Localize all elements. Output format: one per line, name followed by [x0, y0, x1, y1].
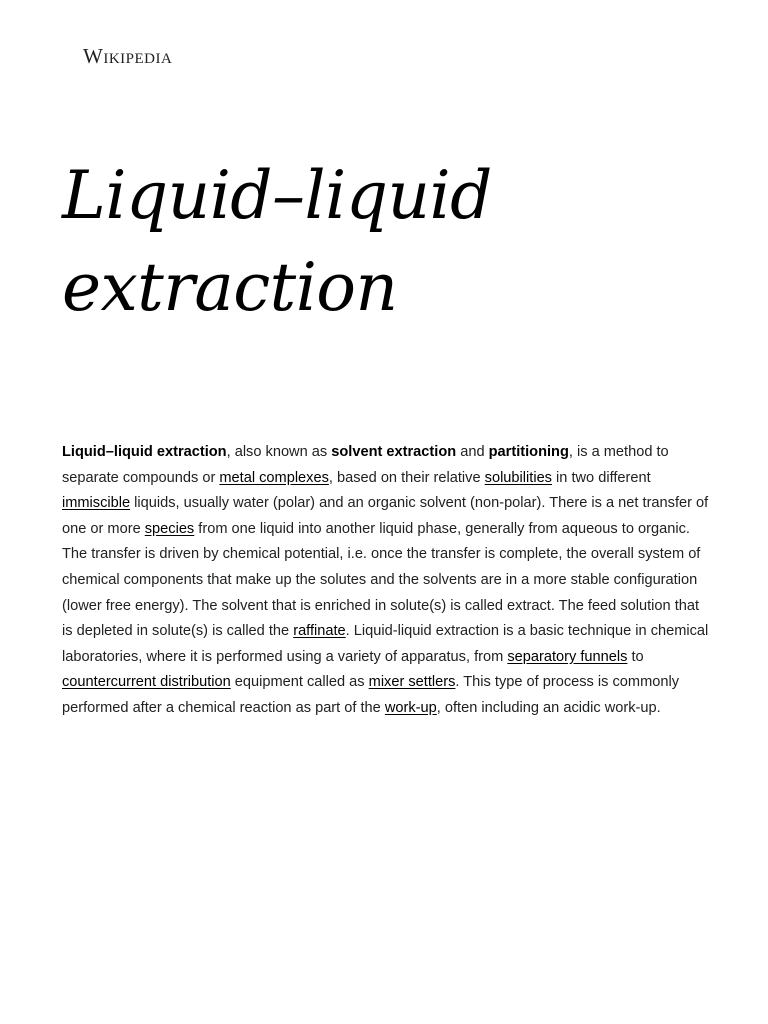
text-run: , is a method to separate compounds or: [62, 444, 669, 486]
text-run: liquids, usually water (polar) and an organic solvent (non-polar). There is a net transfer of one or more: [62, 495, 709, 537]
link-solubilities[interactable]: solubilities: [484, 469, 552, 486]
link-separatory-funnels[interactable]: separatory funnels: [507, 648, 628, 665]
bold-term: partitioning: [488, 444, 569, 460]
link-raffinate[interactable]: raffinate: [293, 623, 346, 640]
text-run: , also known as: [226, 444, 332, 460]
title-line-1: Liquid–liquid: [62, 157, 492, 234]
text-run: in two different: [551, 469, 651, 486]
page-title: [62, 150, 712, 334]
text-run: from one liquid into another liquid phase, generally from aqueous to organic. The transfer is driven by chemical potential, i.e. once the transfer is complete, the overall system of chemical components that make up the solutes and the solvents are in a more stable configuration (lower free energy). The solvent that is enriched in solute(s) is called extract. The feed solution that is depleted in solute(s) is called the: [62, 520, 701, 640]
text-run: and: [456, 444, 489, 460]
bold-term: Liquid–liquid extraction: [62, 444, 227, 460]
intro-paragraph: [62, 440, 710, 722]
link-metal-complexes[interactable]: metal complexes: [219, 469, 329, 486]
text-run: , based on their relative: [328, 469, 485, 486]
text-run: to: [627, 648, 644, 665]
link-species[interactable]: species: [144, 520, 195, 537]
text-run: . This type of process is commonly performed after a chemical reaction as part of the: [62, 674, 680, 716]
wikipedia-wordmark[interactable]: Wikipedia: [83, 44, 173, 68]
text-run: , often including an acidic work-up.: [436, 699, 661, 716]
link-immiscible[interactable]: immiscible: [62, 495, 131, 512]
link-mixer-settlers[interactable]: mixer settlers: [368, 674, 456, 691]
link-work-up[interactable]: work-up: [384, 699, 437, 716]
link-countercurrent-distribution[interactable]: countercurrent distribution: [62, 674, 231, 691]
title-line-2: extraction: [62, 249, 398, 326]
bold-term: solvent extraction: [331, 444, 457, 460]
text-run: . Liquid-liquid extraction is a basic technique in chemical laboratories, where it is performed using a variety of apparatus, from: [62, 623, 709, 665]
text-run: equipment called as: [230, 674, 369, 691]
